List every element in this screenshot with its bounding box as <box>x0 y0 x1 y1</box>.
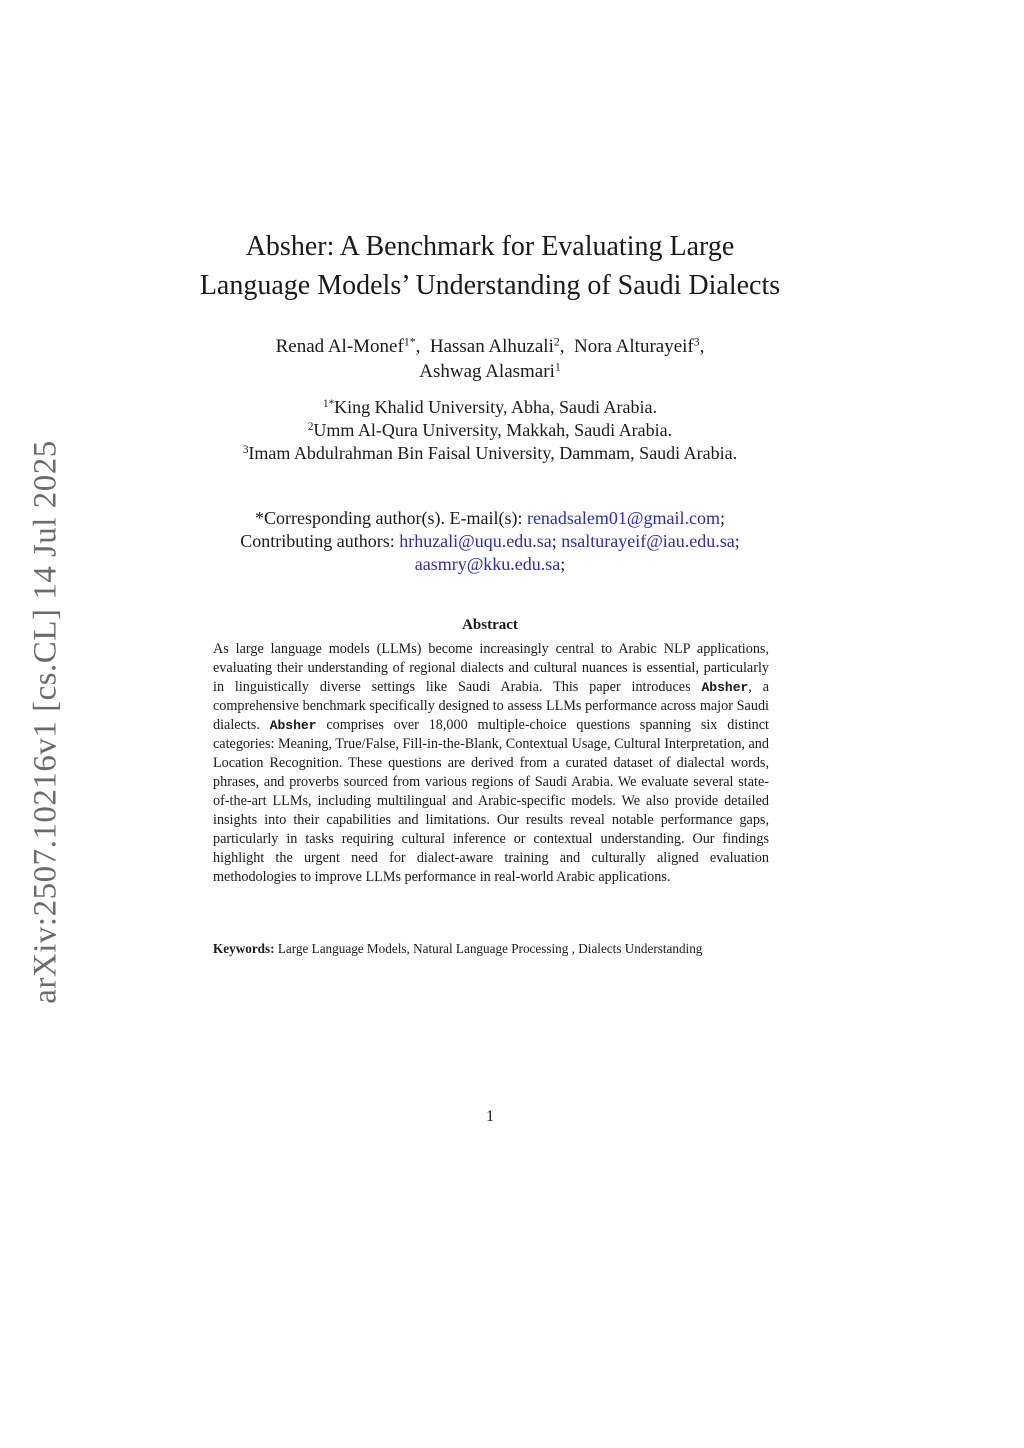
affiliation-text: Umm Al-Qura University, Makkah, Saudi Arabia. <box>313 420 673 440</box>
corresponding-author-line: *Corresponding author(s). E-mail(s): renadsalem01@gmail.com; <box>255 508 725 528</box>
arxiv-identifier: arXiv:2507.10216v1 [cs.CL] 14 Jul 2025 <box>27 440 64 1004</box>
author-name: Nora Alturayeif <box>574 336 694 357</box>
keywords-text: Large Language Models, Natural Language Processing , Dialects Understanding <box>277 941 703 956</box>
corresponding-email-link[interactable]: renadsalem01@gmail.com <box>526 508 720 528</box>
contributing-authors-line: aasmry@kku.edu.sa; <box>414 554 566 574</box>
contributing-email-link[interactable]: hrhuzali@uqu.edu.sa <box>399 531 552 551</box>
corresponding-label: *Corresponding author(s). E-mail(s): <box>255 508 523 528</box>
abstract-text <box>213 640 769 887</box>
affiliation-mark: 3 <box>242 443 249 456</box>
keywords-label: Keywords: <box>213 941 275 956</box>
author-mark: 3 <box>693 335 700 349</box>
correspondence-block <box>150 507 830 576</box>
contributing-email-link[interactable]: aasmry@kku.edu.sa <box>414 554 561 574</box>
benchmark-name: Absher <box>269 718 317 733</box>
abstract-part: , a comprehensive benchmark specifically designed to assess LLMs performance across major Saudi dialects. <box>213 679 769 733</box>
title-line-1: Absher: A Benchmark for Evaluating Large <box>245 231 735 262</box>
affiliation-text: King Khalid University, Abha, Saudi Arabia. <box>334 397 657 417</box>
author-name: Ashwag Alasmari <box>419 361 555 382</box>
author-mark: 1 <box>554 360 561 374</box>
author-mark: 1* <box>403 335 416 349</box>
title-line-2: Language Models’ Understanding of Saudi Dialects <box>199 270 781 301</box>
author-name: Hassan Alhuzali <box>429 336 554 357</box>
author-mark: 2 <box>553 335 560 349</box>
paper-title <box>150 227 830 305</box>
keywords <box>213 940 769 957</box>
benchmark-name: Absher <box>701 680 749 695</box>
contributing-label: Contributing authors: <box>240 531 395 551</box>
affiliation-text: Imam Abdulrahman Bin Faisal University, Dammam, Saudi Arabia. <box>248 443 738 463</box>
affiliation-item <box>150 396 830 419</box>
contributing-authors-line: Contributing authors: hrhuzali@uqu.edu.sa; nsalturayeif@iau.edu.sa; <box>240 531 740 551</box>
affiliation-mark: 2 <box>307 420 314 433</box>
affiliation-item <box>150 442 830 465</box>
abstract-part: As large language models (LLMs) become increasingly central to Arabic NLP applications, evaluating their understanding of regional dialects and cultural nuances is essential, particularly in linguistically diverse settings like Saudi Arabia. This paper introduces <box>213 641 769 695</box>
affiliation-item <box>150 419 830 442</box>
affiliation-mark: 1* <box>323 397 335 410</box>
affiliations <box>150 396 830 465</box>
author-list: Renad Al-Monef$^{1*}$, Hassan Alhuzali$^2$, Nora Alturayeif$^3$, Ashwag Alasmari$^1$ <box>275 335 705 382</box>
author-name: Renad Al-Monef <box>275 336 404 357</box>
abstract-heading: Abstract <box>462 617 518 633</box>
contributing-email-link[interactable]: nsalturayeif@iau.edu.sa <box>561 531 735 551</box>
abstract-part: comprises over 18,000 multiple-choice questions spanning six distinct categories: Meaning, True/False, Fill-in-the-Blank, Contextual Usage, Cultural Interpretation, and Location Recognition. These questions are derived from a curated dataset of dialectal words, phrases, and proverbs sourced from various regions of Saudi Arabia. We evaluate several state-of-the-art LLMs, including multilingual and Arabic-specific models. We also provide detailed insights into their capabilities and limitations. Our results reveal notable performance gaps, particularly in tasks requiring cultural inference or contextual understanding. Our findings highlight the urgent need for dialect-aware training and culturally aligned evaluation methodologies to improve LLMs performance in real-world Arabic applications. <box>213 717 769 885</box>
page-number: 1 <box>486 1108 494 1125</box>
